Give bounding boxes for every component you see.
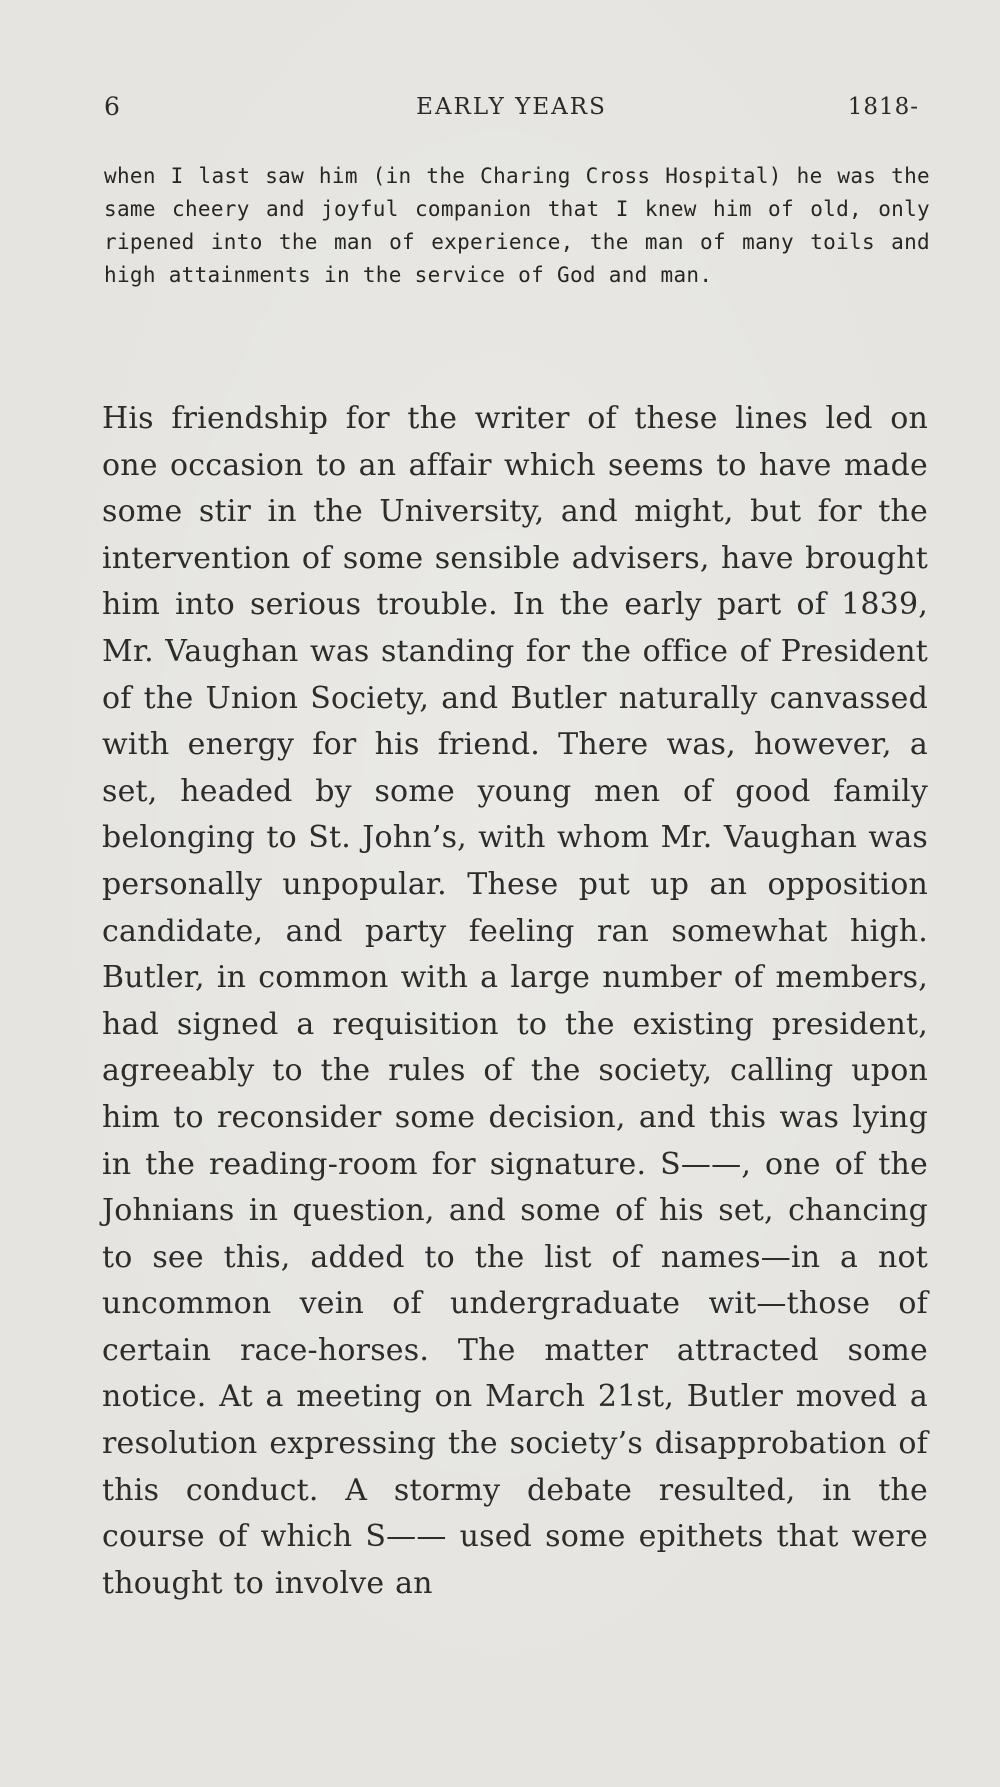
page-number: 6 (104, 92, 121, 121)
quoted-paragraph: when I last saw him (in the Charing Cross Hospital) he was the same cheery and joyful companion that I knew him of old, only ripened into the man of experience, the man of many toils and high attainments in the service of God and man. (104, 164, 930, 287)
running-year: 1818- (847, 94, 919, 120)
main-paragraph: His friendship for the writer of these lines led on one occasion to an affair which seems to have made some stir in the University, and might, but for the intervention of some sensible advisers, have brought him into serious trouble. In the early part of 1839, Mr. Vaughan was standing for the office of President of the Union Society, and Butler naturally canvassed with energy for his friend. There was, however, a set, headed by some young men of good family belonging to St. John’s, with whom Mr. Vaughan was personally unpopular. These put up an opposition candidate, and party feeling ran somewhat high. Butler, in common with a large number of members, had signed a requisition to the existing president, agreeably to the rules of the society, calling upon him to reconsider some decision, and this was lying in the reading-room for signature. S——, one of the Johnians in question, and some of his set, chancing to see this, added to the list of names—in a not uncommon vein of undergraduate wit—those of certain race-horses. The matter attracted some notice. At a meeting on March 21st, Butler moved a resolution expressing the society’s disapprobation of this conduct. A stormy debate resulted, in the course of which S—— used some epithets that were thought to involve an (102, 401, 928, 1601)
running-title: EARLY YEARS (416, 94, 607, 120)
running-head (104, 92, 919, 128)
